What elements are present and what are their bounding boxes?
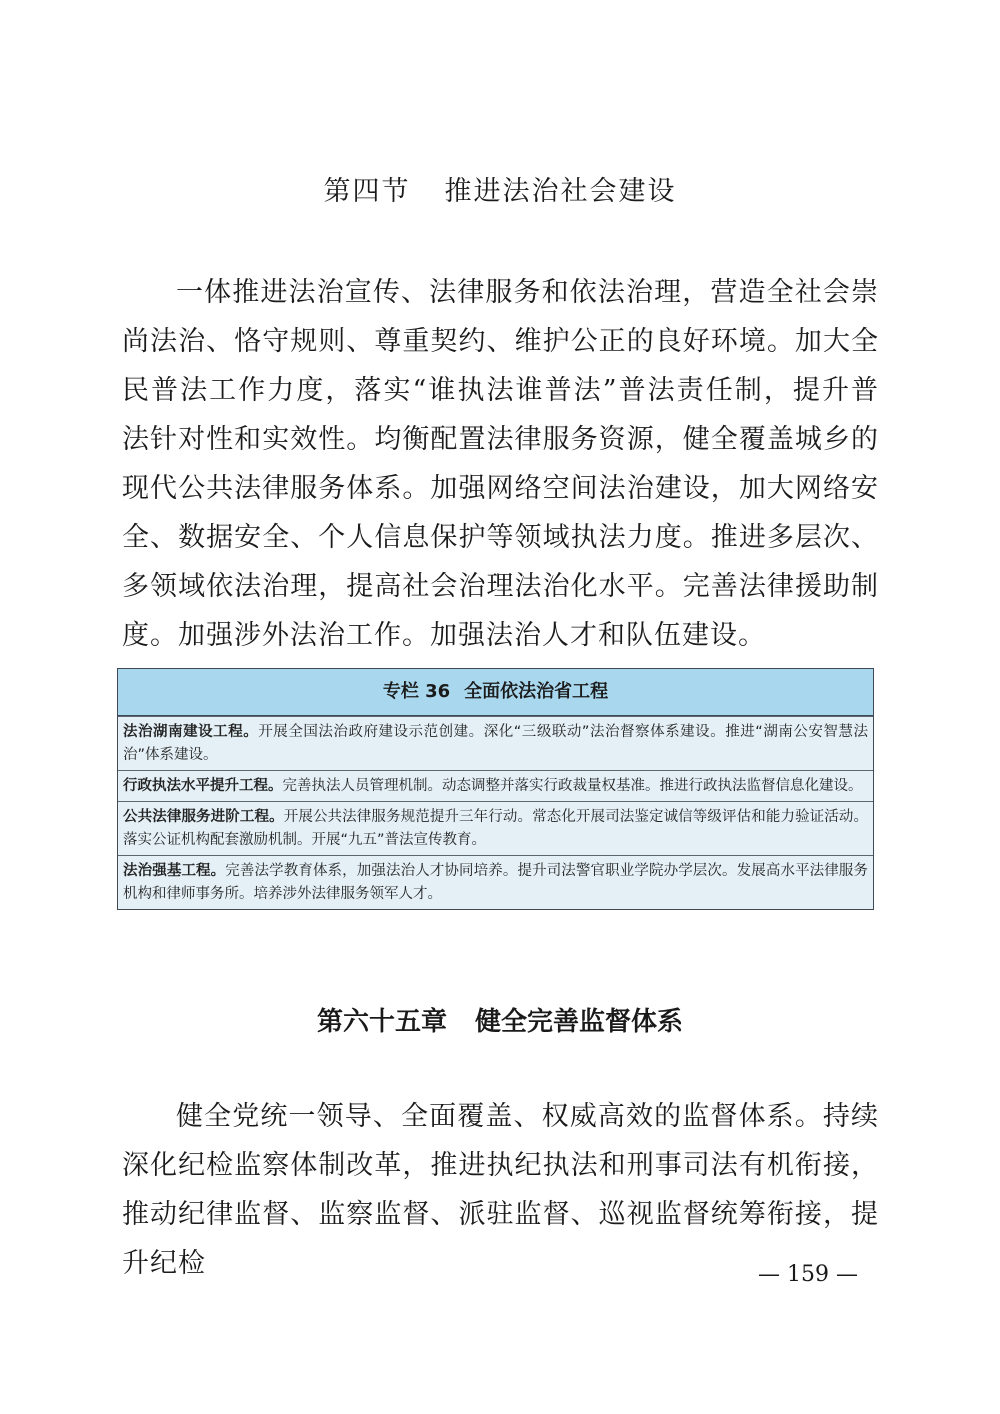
column-box-header <box>118 669 873 716</box>
project-name: 公共法律服务进阶工程。 <box>123 809 284 825</box>
body-paragraph-2: 健全党统一领导、全面覆盖、权威高效的监督体系。持续深化纪检监察体制改革，推进执纪执法和刑事司法有机衔接，推动纪律监督、监察监督、派驻监督、巡视监督统筹衔接，提升纪检 <box>122 1101 879 1279</box>
chapter-title <box>0 998 1000 1046</box>
project-name: 法治湖南建设工程。 <box>123 724 259 740</box>
column-box-row <box>118 770 873 801</box>
column-box-row <box>118 801 873 855</box>
column-box-row <box>118 855 873 909</box>
column-box-row <box>118 716 873 770</box>
column-box-title: 全面依法治省工程 <box>464 681 609 702</box>
project-description: 完善法学教育体系，加强法治人才协同培养。提升司法警官职业学院办学层次。发展高水平法律服务机构和律师事务所。培养涉外法律服务领军人才。 <box>123 863 869 902</box>
section-label: 第四节 <box>323 176 411 207</box>
project-description: 完善执法人员管理机制。动态调整并落实行政裁量权基准。推进行政执法监督信息化建设。 <box>282 778 863 794</box>
project-name: 法治强基工程。 <box>123 863 226 879</box>
column-box-label: 专栏 36 <box>382 681 451 702</box>
page-number: — 159 — <box>758 1262 858 1287</box>
chapter-label: 第六十五章 <box>316 1007 447 1037</box>
project-name: 行政执法水平提升工程。 <box>123 778 283 794</box>
project-description: 开展全国法治政府建设示范创建。深化“三级联动”法治督察体系建设。推进“湖南公安智慧法治”体系建设。 <box>123 724 868 763</box>
chapter-heading: 健全完善监督体系 <box>475 1007 684 1037</box>
section-heading: 推进法治社会建设 <box>444 176 677 207</box>
project-description: 开展公共法律服务规范提升三年行动。常态化开展司法鉴定诚信等级评估和能力验证活动。落实公证机构配套激励机制。开展“九五”普法宣传教育。 <box>123 809 869 848</box>
section-title <box>0 168 1000 216</box>
body-paragraph-1: 一体推进法治宣传、法律服务和依法治理，营造全社会崇尚法治、恪守规则、尊重契约、维护公正的良好环境。加大全民普法工作力度，落实“谁执法谁普法”普法责任制，提升普法针对性和实效性。均衡配置法律服务资源，健全覆盖城乡的现代公共法律服务体系。加强网络空间法治建设，加大网络安全、数据安全、个人信息保护等领域执法力度。推进多层次、多领域依法治理，提高社会治理法治化水平。完善法律援助制度。加强涉外法治工作。加强法治人才和队伍建设。 <box>122 277 879 651</box>
column-box <box>117 668 874 910</box>
